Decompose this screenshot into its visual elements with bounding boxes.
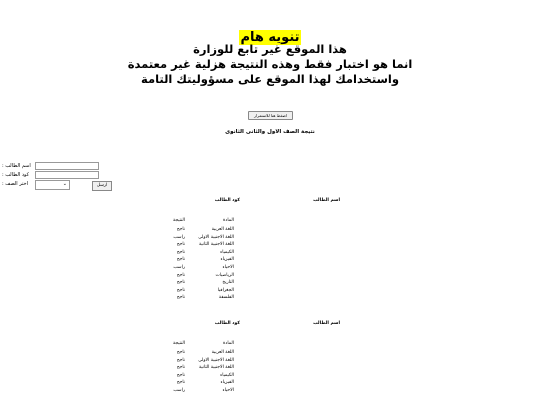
result-cell: ناجح	[176, 257, 185, 263]
grade-label: اختر الصف :	[2, 181, 29, 187]
grade-select[interactable]	[35, 180, 70, 190]
subject-header: المادة	[223, 341, 234, 346]
notice-title-text: تنويه هام	[240, 30, 300, 45]
continue-button[interactable]: اضغط هنا للاستمرار	[248, 111, 293, 120]
subject-cell: الكيمياء	[220, 249, 234, 255]
notice-line-1: هذا الموقع غير تابع للوزارة	[193, 42, 347, 56]
student-code-input[interactable]	[35, 171, 99, 179]
result-cell: راسب	[173, 234, 185, 240]
subject-cell: الفيزياء	[220, 257, 234, 263]
student-name-label: اسم الطالب :	[2, 163, 31, 169]
student-code-label: كود الطالب :	[2, 172, 30, 178]
subject-cell: اللغة العربية	[211, 227, 234, 232]
result-cell: ناجح	[176, 357, 185, 363]
subject-cell: التاريخ	[222, 280, 234, 286]
result-cell: ناجح	[176, 272, 185, 278]
result-cell: راسب	[173, 265, 185, 270]
chevron-down-icon: ⌄	[62, 181, 67, 187]
notice-line-3: واستخدامك لهذا الموقع على مسؤوليتك التامة	[140, 72, 400, 86]
subject-cell: اللغة العربية	[211, 350, 234, 355]
page-subtitle: نتيجة الصف الاول والثانى الثانوى	[225, 129, 315, 135]
subject-header: المادة	[223, 218, 234, 223]
result-cell: ناجح	[176, 380, 185, 386]
student-name-input[interactable]	[35, 162, 99, 170]
result-cell: راسب	[173, 388, 185, 393]
subject-cell: الرياضيات	[215, 272, 234, 278]
subject-cell: الفيزياء	[220, 380, 234, 386]
result-cell: ناجح	[176, 350, 185, 355]
result-cell: ناجح	[176, 249, 185, 255]
result-cell: ناجح	[176, 242, 185, 248]
subject-cell: اللغة الاجنبية الاولى	[198, 234, 234, 240]
subject-cell: الاحياء	[222, 265, 234, 270]
result-cell: ناجح	[176, 227, 185, 232]
result-cell: ناجح	[176, 287, 185, 293]
student-name-header: اسم الطالب	[313, 198, 340, 203]
submit-button[interactable]: ارسل	[92, 181, 112, 191]
subject-cell: الكيمياء	[220, 372, 234, 378]
student-code-header: كود الطالب	[214, 198, 240, 203]
result-header: النتيجة	[172, 218, 185, 223]
result-cell: ناجح	[176, 295, 185, 301]
subject-cell: الاحياء	[222, 388, 234, 393]
subject-cell: اللغة الاجنبية الثانية	[198, 365, 234, 371]
subject-cell: اللغة الاجنبية الثانية	[198, 242, 234, 248]
student-name-header: اسم الطالب	[313, 321, 340, 326]
subject-cell: الجغرافيا	[217, 287, 234, 293]
subject-cell: اللغة الاجنبية الاولى	[198, 357, 234, 363]
subject-cell: الفلسفة	[218, 295, 234, 301]
notice-line-2: انما هو اختبار فقط وهذه النتيجة هزلية غير معتمدة	[127, 57, 413, 71]
result-cell: ناجح	[176, 372, 185, 378]
result-cell: ناجح	[176, 280, 185, 286]
result-cell: ناجح	[176, 365, 185, 371]
student-code-header: كود الطالب	[214, 321, 240, 326]
result-header: النتيجة	[172, 341, 185, 346]
